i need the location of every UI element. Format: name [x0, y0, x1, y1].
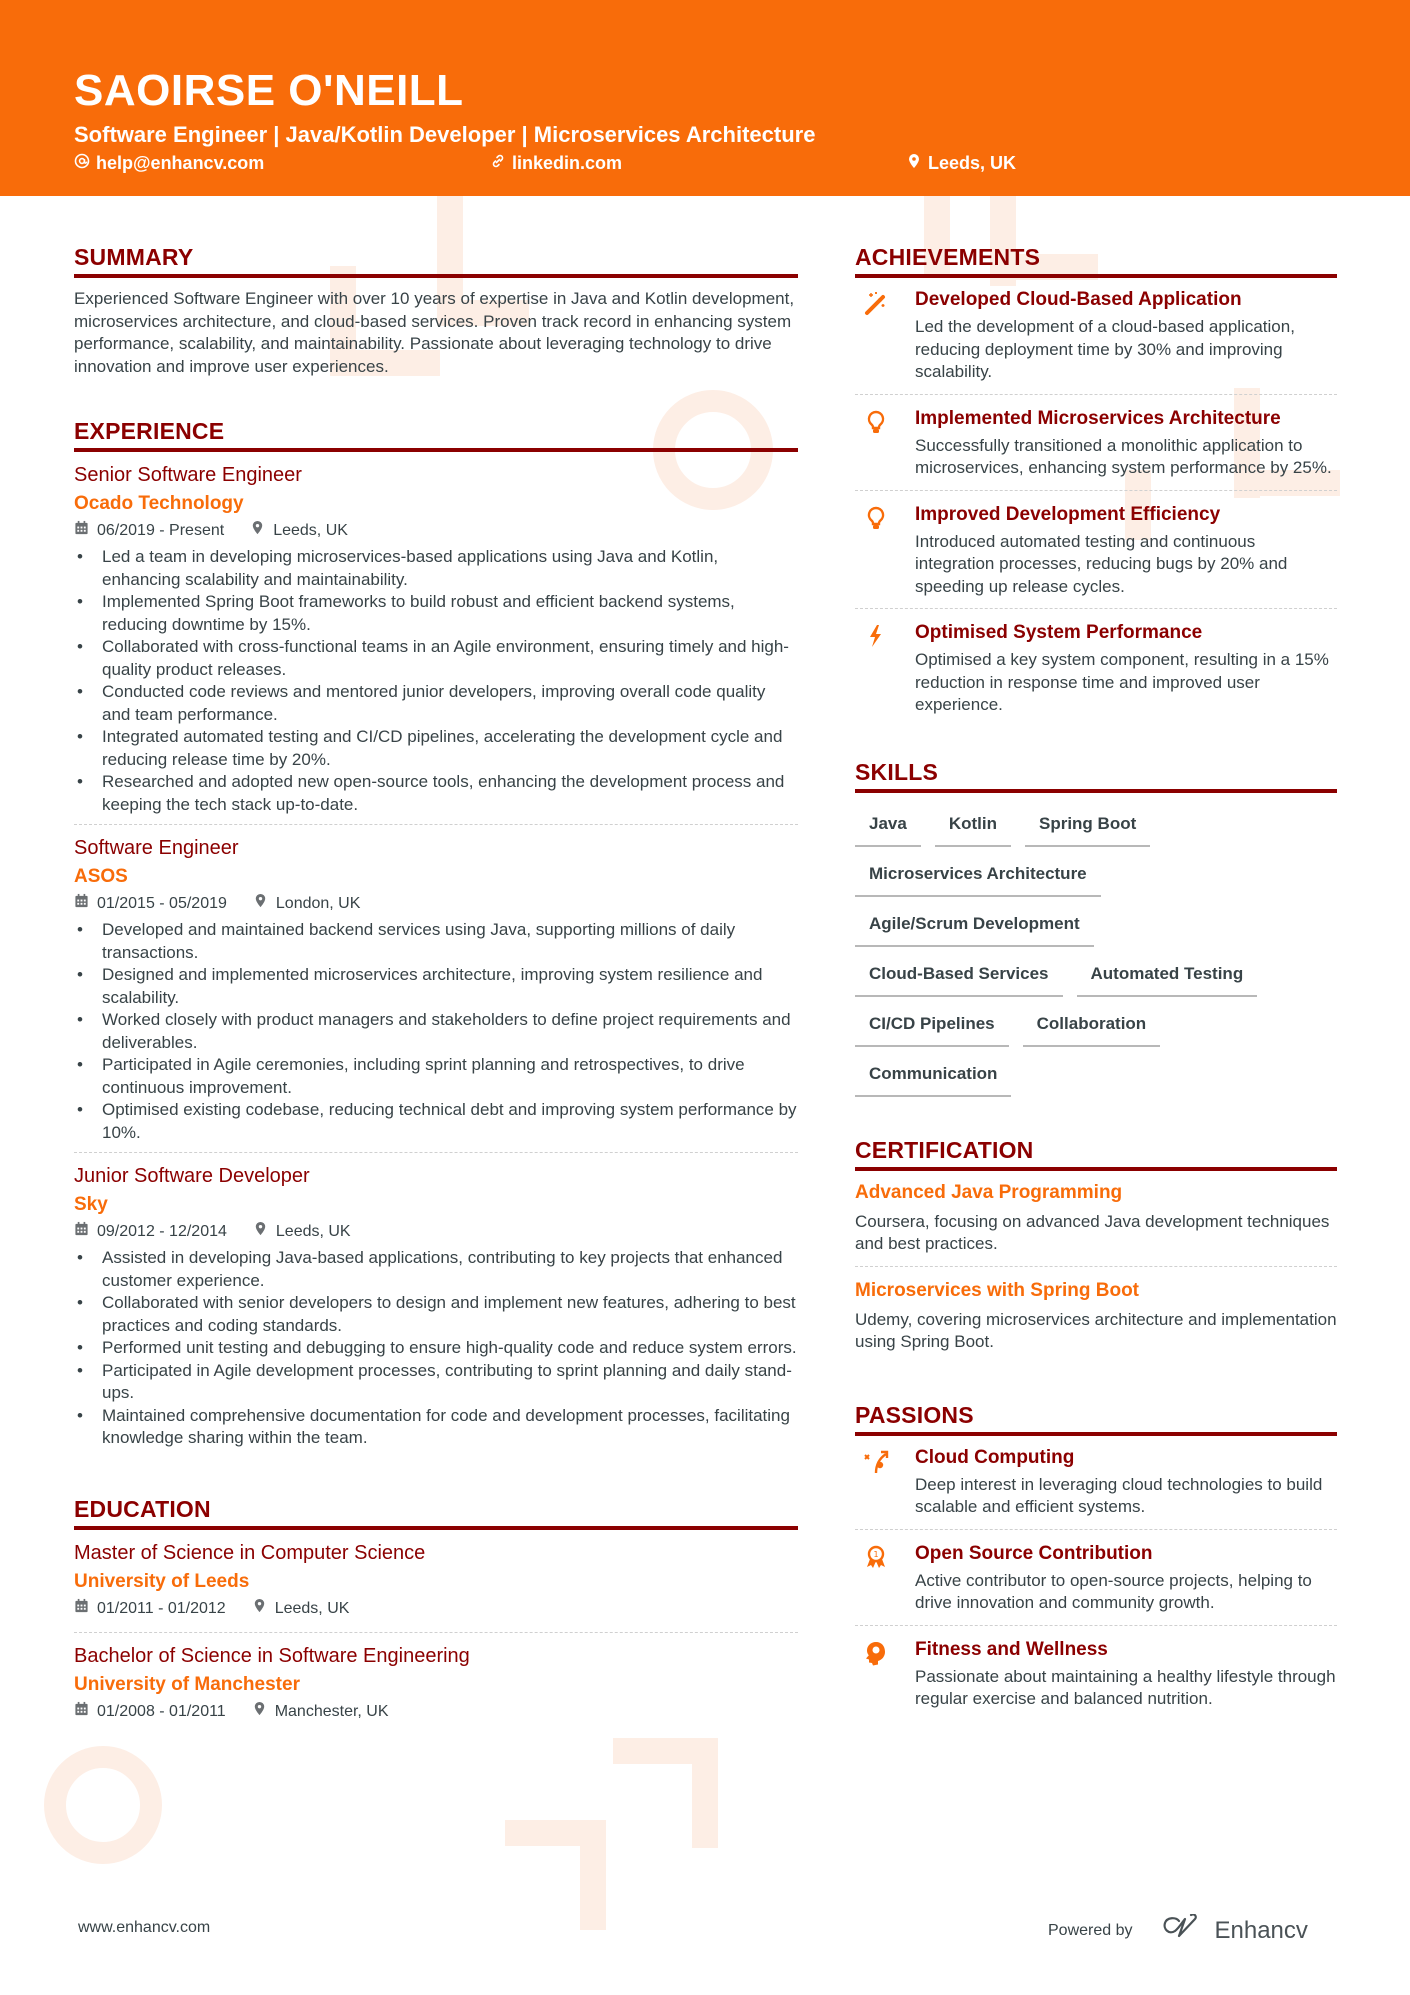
- section-title-summary: SUMMARY: [74, 244, 798, 278]
- job-role: Senior Software Engineer: [74, 464, 302, 486]
- calendar-icon: [74, 1221, 89, 1243]
- candidate-name: SAOIRSE O'NEILL: [74, 66, 464, 115]
- summary-text: Experienced Software Engineer with over 10 years of expertise in Java and Kotlin development, microservices architecture, and cloud-based services. Proven track record in enhancing system performance, scalability, and maintainability. Passionate about leveraging technology to drive innovation and improve user experiences.: [74, 289, 795, 376]
- bullet-list: [74, 546, 798, 816]
- passion-desc: Deep interest in leveraging cloud technologies to build scalable and efficient systems.: [915, 1474, 1323, 1516]
- linkedin-text: linkedin.com: [512, 153, 623, 173]
- email-text: help@enhancv.com: [96, 153, 265, 173]
- company-name: Sky: [74, 1194, 108, 1215]
- map-pin-icon: [252, 1598, 267, 1620]
- bullet-item: • Optimised existing codebase, reducing technical debt and improving system performance by 10%.: [74, 1099, 798, 1144]
- skill-tag: Collaboration: [1023, 1007, 1161, 1047]
- passion-title: Fitness and Wellness: [915, 1638, 1108, 1660]
- entry-location: Manchester, UK: [274, 1702, 389, 1720]
- bullet-item: • Implemented Spring Boot frameworks to build robust and efficient backend systems, reducing downtime by 15%.: [74, 591, 798, 636]
- skill-tag: Cloud-Based Services: [855, 957, 1063, 997]
- magic-wand-icon: [855, 288, 915, 384]
- map-pin-icon: [253, 1221, 268, 1243]
- experience-entry: [74, 1163, 798, 1458]
- bullet-item: • Collaborated with cross-functional teams in an Agile environment, ensuring timely and high-quality product releases.: [74, 636, 798, 681]
- map-pin-icon: [906, 153, 922, 174]
- company-name: Ocado Technology: [74, 493, 244, 514]
- skill-tag: CI/CD Pipelines: [855, 1007, 1009, 1047]
- bullet-list: [74, 919, 798, 1144]
- achievement-desc: Led the development of a cloud-based application, reducing deployment time by 30% and improving scalability.: [915, 317, 1295, 381]
- degree-name: Master of Science in Computer Science: [74, 1541, 426, 1564]
- entry-meta: [74, 1221, 798, 1243]
- bullet-item: • Performed unit testing and debugging to ensure high-quality code and reduce system errors.: [74, 1337, 798, 1360]
- section-title-education: EDUCATION: [74, 1496, 798, 1530]
- decor-shape: [580, 1820, 606, 1930]
- achievement-desc: Introduced automated testing and continuous integration processes, reducing bugs by 20% and speeding up release cycles.: [915, 531, 1288, 596]
- entry-dates: 09/2012 - 12/2014: [97, 1223, 227, 1240]
- entry-location: Leeds, UK: [275, 1223, 351, 1240]
- entry-location: Leeds, UK: [274, 1599, 350, 1617]
- bullet-item: • Assisted in developing Java-based applications, contributing to key projects that enhanced customer experience.: [74, 1247, 798, 1292]
- candidate-title: Software Engineer | Java/Kotlin Developer | Microservices Architecture: [74, 122, 816, 147]
- certification-title: Microservices with Spring Boot: [855, 1279, 1139, 1301]
- skills-section: [855, 759, 1337, 1097]
- brand-logo[interactable]: [1159, 1914, 1308, 1947]
- education-section: [74, 1496, 798, 1735]
- at-icon: [74, 153, 90, 174]
- resume-header: [0, 0, 1410, 196]
- experience-entry: [74, 462, 798, 825]
- achievements-section: [855, 244, 1337, 727]
- bullet-item: • Participated in Agile ceremonies, including sprint planning and retrospectives, to drive continuous improvement.: [74, 1054, 798, 1099]
- passions-section: [855, 1402, 1337, 1721]
- calendar-icon: [74, 1701, 89, 1723]
- skills-list: [855, 807, 1337, 1097]
- bullet-item: • Developed and maintained backend services using Java, supporting millions of daily transactions.: [74, 919, 798, 964]
- bullet-item: • Conducted code reviews and mentored junior developers, improving overall code quality and team performance.: [74, 681, 798, 726]
- passion-item: [855, 1542, 1337, 1626]
- passion-title: Cloud Computing: [915, 1446, 1075, 1468]
- achievement-desc: Optimised a key system component, resulting in a 15% reduction in response time and improved user experience.: [915, 650, 1329, 714]
- skill-tag: Communication: [855, 1057, 1011, 1097]
- job-role: Software Engineer: [74, 837, 239, 859]
- school-name: University of Manchester: [74, 1673, 300, 1695]
- map-pin-icon: [252, 1701, 267, 1723]
- bullet-item: • Integrated automated testing and CI/CD pipelines, accelerating the development cycle and reducing release time by 20%.: [74, 726, 798, 771]
- powered-by-label: Powered by: [1048, 1921, 1133, 1939]
- entry-location: Leeds, UK: [273, 522, 348, 539]
- map-pin-icon: [250, 520, 265, 542]
- entry-dates: 06/2019 - Present: [97, 522, 225, 539]
- education-entry: [74, 1540, 798, 1633]
- entry-meta: [74, 893, 798, 915]
- education-entry: [74, 1643, 798, 1735]
- skill-tag: Automated Testing: [1077, 957, 1258, 997]
- calendar-icon: [74, 1598, 89, 1620]
- contact-linkedin[interactable]: [490, 153, 622, 174]
- bullet-item: • Participated in Agile development processes, contributing to sprint planning and daily stand-ups.: [74, 1360, 798, 1405]
- head-profile-icon: [855, 1638, 915, 1711]
- brand-name: Enhancv: [1214, 1916, 1308, 1944]
- strategy-arrow-icon: [855, 1446, 915, 1519]
- summary-section: [74, 244, 798, 378]
- certification-desc: Udemy, covering microservices architecture and implementation using Spring Boot.: [855, 1309, 1337, 1351]
- passion-title: Open Source Contribution: [915, 1542, 1153, 1564]
- achievement-item: [855, 288, 1337, 395]
- achievement-title: Optimised System Performance: [915, 622, 1203, 643]
- bullet-item: • Led a team in developing microservices-based applications using Java and Kotlin, enhancing scalability and maintainability.: [74, 546, 798, 591]
- achievement-item: [855, 503, 1337, 610]
- achievement-item: [855, 621, 1337, 727]
- degree-name: Bachelor of Science in Software Engineering: [74, 1644, 470, 1667]
- experience-section: [74, 418, 798, 1458]
- achievement-title: Improved Development Efficiency: [915, 503, 1221, 525]
- company-name: ASOS: [74, 866, 128, 887]
- bullet-item: • Designed and implemented microservices architecture, improving system resilience and scalability.: [74, 964, 798, 1009]
- bullet-item: • Maintained comprehensive documentation for code and development processes, facilitating knowledge sharing within the team.: [74, 1405, 798, 1450]
- section-title-certification: CERTIFICATION: [855, 1137, 1337, 1171]
- passion-item: [855, 1446, 1337, 1530]
- passion-desc: Passionate about maintaining a healthy lifestyle through regular exercise and balanced nutrition.: [915, 1666, 1336, 1708]
- right-column: [855, 244, 1337, 1761]
- calendar-icon: [74, 893, 89, 915]
- enhancv-logo-icon: [1159, 1914, 1205, 1947]
- map-pin-icon: [253, 893, 268, 915]
- footer-website[interactable]: www.enhancv.com: [78, 1919, 211, 1936]
- svg-text:1: 1: [873, 1549, 879, 1559]
- bullet-item: • Worked closely with product managers and stakeholders to define project requirements and deliverables.: [74, 1009, 798, 1054]
- entry-meta: [74, 1598, 798, 1620]
- achievement-item: [855, 407, 1337, 491]
- skill-tag: Microservices Architecture: [855, 857, 1101, 897]
- entry-meta: [74, 1701, 798, 1723]
- entry-dates: 01/2015 - 05/2019: [97, 895, 227, 912]
- entry-dates: 01/2008 - 01/2011: [97, 1702, 226, 1720]
- achievement-desc: Successfully transitioned a monolithic application to microservices, enhancing system performance by 25%.: [915, 435, 1332, 477]
- entry-meta: [74, 520, 798, 542]
- skill-tag: Java: [855, 807, 921, 847]
- passion-desc: Active contributor to open-source projects, helping to drive innovation and community growth.: [915, 1570, 1312, 1612]
- location-text: Leeds, UK: [928, 153, 1017, 173]
- bullet-list: [74, 1247, 798, 1450]
- certification-section: [855, 1137, 1337, 1364]
- bullet-item: • Collaborated with senior developers to design and implement new features, adhering to best practices and coding standards.: [74, 1292, 798, 1337]
- certification-item: [855, 1181, 1337, 1267]
- achievement-title: Developed Cloud-Based Application: [915, 289, 1242, 310]
- skill-tag: Kotlin: [935, 807, 1011, 847]
- link-icon: [490, 153, 506, 174]
- left-column: [74, 244, 798, 1775]
- section-title-achievements: ACHIEVEMENTS: [855, 244, 1337, 278]
- achievement-title: Implemented Microservices Architecture: [915, 407, 1281, 429]
- certification-title: Advanced Java Programming: [855, 1181, 1123, 1203]
- section-title-experience: EXPERIENCE: [74, 418, 798, 452]
- section-title-skills: SKILLS: [855, 759, 1337, 793]
- job-role: Junior Software Developer: [74, 1165, 310, 1187]
- skill-tag: Agile/Scrum Development: [855, 907, 1094, 947]
- section-title-passions: PASSIONS: [855, 1402, 1337, 1436]
- passion-item: [855, 1638, 1337, 1721]
- footer-branding: [1048, 1914, 1308, 1947]
- certification-item: [855, 1279, 1337, 1364]
- contact-email[interactable]: [74, 153, 264, 174]
- lightbulb-icon: [855, 407, 915, 480]
- certification-desc: Coursera, focusing on advanced Java development techniques and best practices.: [855, 1211, 1330, 1253]
- skill-tag: Spring Boot: [1025, 807, 1150, 847]
- calendar-icon: [74, 520, 89, 542]
- entry-dates: 01/2011 - 01/2012: [97, 1599, 226, 1617]
- bullet-item: • Researched and adopted new open-source tools, enhancing the development process and keeping the tech stack up-to-date.: [74, 771, 798, 816]
- school-name: University of Leeds: [74, 1570, 250, 1592]
- lightning-bolt-icon: [855, 621, 915, 717]
- experience-entry: [74, 835, 798, 1153]
- entry-location: London, UK: [275, 895, 361, 912]
- contact-location: [906, 153, 1016, 174]
- award-ribbon-icon: [855, 1542, 915, 1615]
- lightbulb-icon: [855, 503, 915, 599]
